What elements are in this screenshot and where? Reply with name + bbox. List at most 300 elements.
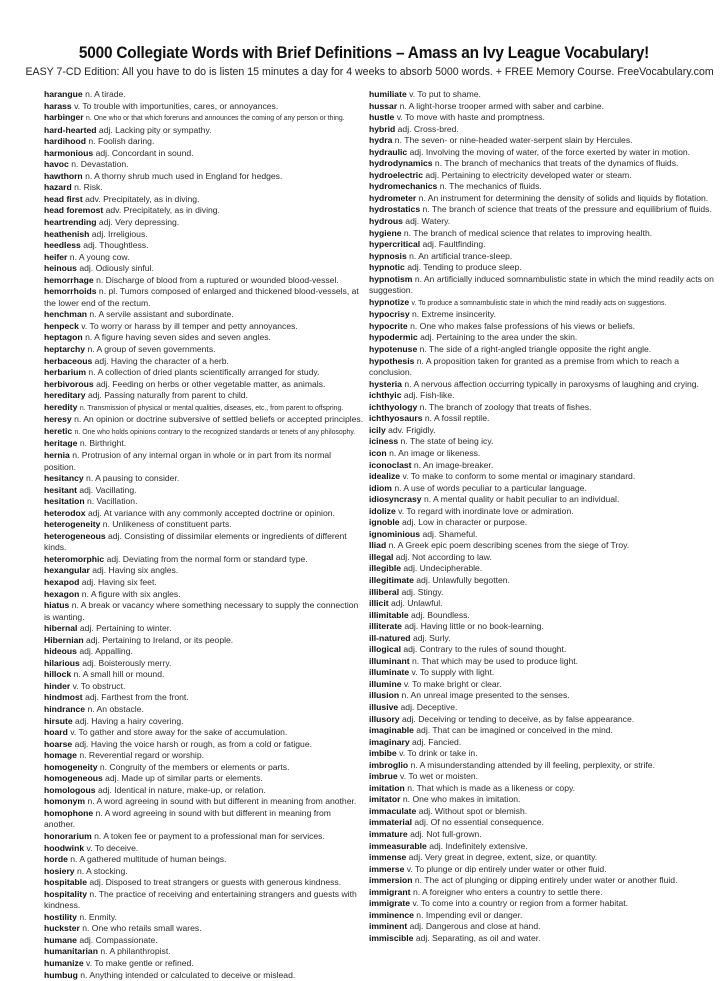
- definition: n. The seven- or nine-headed water-serpent slain by Hercules.: [394, 135, 633, 146]
- word-entry: [369, 402, 714, 414]
- word-entry: [369, 517, 714, 529]
- word-entry: [44, 101, 364, 113]
- word-entry: [369, 297, 714, 310]
- word-entry: [369, 552, 714, 564]
- definition: n. A pausing to consider.: [86, 473, 180, 484]
- word-entry: [44, 658, 364, 670]
- headword: hinder: [44, 680, 71, 691]
- definition: n. A figure with six angles.: [81, 588, 181, 599]
- word-entry: [369, 321, 714, 333]
- definition: adj. Compassionate.: [79, 934, 158, 945]
- word-entry: [44, 344, 364, 356]
- word-entry: [369, 356, 714, 379]
- headword: illusive: [369, 701, 399, 712]
- definition: v. To make gentle or refined.: [86, 958, 194, 969]
- definition: n. One who retails small wares.: [82, 923, 202, 934]
- headword: heretic: [44, 425, 73, 436]
- headword: illusory: [369, 713, 400, 724]
- word-entry: [369, 910, 714, 922]
- headword: hypocrite: [369, 320, 408, 331]
- definition: n. A fossil reptile.: [424, 413, 490, 424]
- word-entry: [369, 667, 714, 679]
- word-entry: [369, 413, 714, 425]
- definition: v. To plunge or dip entirely under water or other fluid.: [406, 863, 607, 874]
- headword: imitator: [369, 794, 401, 805]
- word-entry: [369, 274, 714, 297]
- word-entry: [369, 193, 714, 205]
- definition: n. A light-horse trooper armed with saber and carbine.: [399, 100, 605, 111]
- definition: n. Risk.: [74, 182, 103, 193]
- headword: imbibe: [369, 748, 397, 759]
- headword: hussar: [369, 100, 398, 111]
- word-entry: [369, 228, 714, 240]
- definition: adj. Appalling.: [79, 646, 133, 657]
- word-entry: [44, 89, 364, 101]
- definition: v. To trouble with importunities, cares, or annoyances.: [74, 100, 279, 111]
- headword: immigrant: [369, 886, 411, 897]
- word-entry: [44, 669, 364, 681]
- word-entry: [369, 251, 714, 263]
- headword: honorarium: [44, 831, 92, 841]
- definition: adj. Feeding on herbs or other vegetable matter, as animals.: [96, 378, 326, 389]
- word-entry: [44, 600, 364, 623]
- definition: n. Congruity of the members or elements or parts.: [99, 761, 290, 772]
- headword: head first: [44, 193, 83, 204]
- definition: v. To make bright or clear.: [403, 678, 502, 689]
- word-entry: [369, 690, 714, 702]
- definition: adj. Faultfinding.: [422, 239, 486, 250]
- word-entry: [44, 217, 364, 229]
- headword: hygiene: [369, 227, 402, 238]
- word-entry: [44, 426, 364, 439]
- word-entry: [44, 762, 364, 774]
- headword: imaginable: [369, 725, 414, 736]
- headword: hesitant: [44, 484, 77, 495]
- word-entry: [369, 135, 714, 147]
- definition: n. The branch of mechanics that treats of the dynamics of fluids.: [434, 158, 679, 169]
- definition: adj. Having six feet.: [81, 576, 157, 587]
- definition: adj. Undecipherable.: [403, 563, 483, 574]
- definition: n. A gathered multitude of human beings.: [70, 854, 227, 865]
- word-entry: [369, 460, 714, 472]
- headword: havoc: [44, 159, 69, 170]
- definition: n. The practice of receiving and entertaining strangers and guests with kindness.: [44, 888, 357, 911]
- word-entry: [369, 841, 714, 853]
- definition: adj. Odiously sinful.: [79, 263, 154, 274]
- word-entry: [369, 239, 714, 251]
- word-entry: [44, 716, 364, 728]
- word-entry: [44, 577, 364, 589]
- headword: iconoclast: [369, 459, 412, 470]
- word-entry: [369, 425, 714, 437]
- definition: adj. Deceiving or tending to deceive, as by false appearance.: [401, 713, 635, 724]
- word-entry: [44, 704, 364, 716]
- headword: hypercritical: [369, 239, 421, 250]
- headword: hustle: [369, 112, 395, 123]
- word-entry: [44, 646, 364, 658]
- word-entry: [369, 563, 714, 575]
- headword: immeasurable: [369, 840, 427, 851]
- headword: hydraulic: [369, 146, 408, 157]
- definition: n. Vacillation.: [86, 496, 138, 507]
- headword: hysteria: [369, 378, 402, 389]
- word-entry: [369, 540, 714, 552]
- word-entry: [369, 436, 714, 448]
- word-entry: [369, 332, 714, 344]
- page-title: 5000 Collegiate Words with Brief Definitions – Amass an Ivy League Vocabulary!: [78, 44, 650, 62]
- word-entry: [369, 933, 714, 945]
- word-entry: [44, 773, 364, 785]
- definition: n. An image or likeness.: [389, 447, 481, 458]
- word-entry: [44, 321, 364, 333]
- definition: n. One who holds opinions contrary to the recognized standards or tenets of any philosophy.: [74, 428, 356, 436]
- headword: homogeneous: [44, 773, 103, 784]
- headword: heptarchy: [44, 344, 86, 355]
- headword: harmonious: [44, 147, 94, 158]
- headword: hardihood: [44, 136, 87, 147]
- headword: hospitality: [44, 888, 87, 899]
- definition: adj. Pertaining to electricity developed water or steam.: [425, 169, 632, 180]
- headword: hereditary: [44, 390, 86, 401]
- definition: v. To deceive.: [86, 842, 139, 853]
- headword: illiterate: [369, 621, 402, 632]
- word-entry: [369, 344, 714, 356]
- word-entry: [369, 506, 714, 518]
- definition: n. A mental quality or habit peculiar to an individual.: [423, 494, 620, 505]
- definition: adj. Farthest from the front.: [85, 692, 189, 703]
- headword: harbinger: [44, 112, 84, 123]
- definition: n. Birthright.: [79, 438, 127, 449]
- headword: imitation: [369, 782, 405, 793]
- headword: herbivorous: [44, 378, 94, 389]
- definition: n. The mechanics of fluids.: [439, 181, 542, 192]
- headword: hypnotize: [369, 296, 410, 307]
- definition: n. One who makes false professions of his views or beliefs.: [410, 320, 636, 331]
- word-entry: [44, 946, 364, 958]
- definition: n. Anything intended or calculated to deceive or mislead.: [80, 969, 296, 980]
- word-entry: [44, 450, 364, 473]
- headword: humbug: [44, 969, 78, 980]
- headword: homage: [44, 750, 77, 761]
- definition: adj. Unlawful.: [390, 598, 443, 609]
- word-entry: [369, 794, 714, 806]
- definition: adj. Involving the moving of water, of the force exerted by water in motion.: [409, 146, 691, 157]
- headword: heathenish: [44, 228, 90, 239]
- definition: adj. Dangerous and close at hand.: [409, 921, 541, 932]
- headword: hypothesis: [369, 355, 415, 366]
- word-entry: [369, 725, 714, 737]
- word-entry: [369, 262, 714, 274]
- word-entry: [369, 771, 714, 783]
- word-entry: [369, 656, 714, 668]
- headword: ichthyic: [369, 390, 402, 401]
- word-entry: [44, 159, 364, 171]
- headword: heinous: [44, 263, 77, 274]
- headword: hindmost: [44, 692, 83, 703]
- headword: imbrue: [369, 771, 398, 782]
- word-entry: [44, 148, 364, 160]
- headword: illogical: [369, 644, 401, 655]
- definition: n. A Greek epic poem describing scenes from the siege of Troy.: [388, 540, 630, 551]
- word-entry: [44, 519, 364, 531]
- word-entry: [369, 644, 714, 656]
- definition: n. That which may be used to produce light.: [411, 655, 579, 666]
- headword: hydromechanics: [369, 181, 438, 192]
- headword: hydrostatics: [369, 204, 421, 215]
- definition: n. A nervous affection occurring typically in paroxysms of laughing and crying.: [404, 378, 699, 389]
- definition: v. To put to shame.: [409, 89, 481, 99]
- headword: immersion: [369, 875, 413, 886]
- word-entry: [44, 194, 364, 206]
- definition: n. Unlikeness of constituent parts.: [102, 519, 232, 530]
- definition: v. To worry or harass by ill temper and petty annoyances.: [81, 320, 298, 331]
- headword: illiberal: [369, 586, 400, 597]
- word-entry: [44, 531, 364, 554]
- right-column: [369, 89, 714, 944]
- definition: n. An artificial trance-sleep.: [409, 250, 513, 261]
- definition: adj. Fish-like.: [403, 390, 455, 401]
- headword: immaterial: [369, 817, 412, 828]
- definition: adv. Frigidly.: [388, 424, 436, 435]
- definition: n. One who or that which foreruns and announces the coming of any person or thing.: [86, 115, 345, 123]
- definition: v. To come into a country or region from a former habitat.: [412, 898, 629, 909]
- headword: idolize: [369, 505, 396, 516]
- word-entry: [44, 496, 364, 508]
- definition: adj. That can be imagined or conceived in the mind.: [416, 725, 613, 736]
- headword: ichthyology: [369, 401, 418, 412]
- word-entry: [44, 808, 364, 831]
- definition: n. An unreal image presented to the senses.: [401, 690, 570, 701]
- definition: adj. Vacillating.: [79, 484, 137, 495]
- headword: immiscible: [369, 932, 414, 943]
- headword: humanitarian: [44, 946, 98, 957]
- word-entry: [44, 623, 364, 635]
- definition: adj. Contrary to the rules of sound thought.: [403, 644, 567, 655]
- definition: n. A word agreeing in sound with but different in meaning from another.: [87, 796, 357, 807]
- definition: v. To obstruct.: [72, 680, 126, 691]
- word-entry: [44, 912, 364, 924]
- headword: imbroglio: [369, 759, 409, 770]
- headword: hypotenuse: [369, 344, 418, 355]
- headword: illicit: [369, 598, 389, 609]
- headword: heifer: [44, 251, 68, 262]
- headword: huckster: [44, 923, 80, 934]
- headword: homogeneity: [44, 761, 98, 772]
- headword: hydrometer: [369, 192, 417, 203]
- word-entry: [369, 702, 714, 714]
- word-entry: [369, 390, 714, 402]
- headword: homonym: [44, 796, 86, 807]
- definition: n. Impending evil or danger.: [416, 909, 523, 920]
- definition: adj. Identical in nature, make-up, or relation.: [97, 784, 266, 795]
- word-entry: [44, 240, 364, 252]
- headword: idealize: [369, 471, 401, 482]
- word-entry: [44, 252, 364, 264]
- definition: n. The branch of science that treats of the pressure and equilibrium of fluids.: [422, 204, 712, 215]
- definition: n. A proposition taken for granted as a premise from which to reach a conclusion.: [369, 355, 680, 378]
- headword: hydrodynamics: [369, 158, 433, 169]
- definition: adj. At variance with any commonly accepted doctrine or opinion.: [87, 507, 335, 518]
- headword: hemorrhage: [44, 274, 94, 285]
- word-entry: [44, 309, 364, 321]
- headword: hydra: [369, 135, 393, 146]
- headword: hexagon: [44, 588, 80, 599]
- headword: hesitancy: [44, 473, 84, 484]
- word-entry: [369, 112, 714, 124]
- definition: adj. Made up of similar parts or elements.: [105, 773, 263, 784]
- definition: n. Extreme insincerity.: [412, 309, 496, 320]
- definition: adj. Lacking pity or sympathy.: [98, 124, 212, 135]
- definition: n. A tirade.: [85, 89, 126, 99]
- definition: adj. Unlawfully begotten.: [416, 574, 510, 585]
- word-entry: [44, 970, 364, 981]
- definition: n. A break or vacancy where something necessary to supply the connection is wanting.: [44, 600, 359, 622]
- definition: n. A small hill or mound.: [73, 669, 165, 680]
- word-entry: [44, 565, 364, 577]
- word-entry: [369, 204, 714, 216]
- definition: n. An opinion or doctrine subversive of settled beliefs or accepted principles.: [74, 414, 364, 425]
- definition: adj. Very great in degree, extent, size, or quantity.: [408, 852, 598, 863]
- definition: adj. Without spot or blemish.: [418, 805, 528, 816]
- definition: n. An instrument for determining the density of solids and liquids by flotation.: [418, 192, 709, 203]
- headword: homologous: [44, 784, 96, 795]
- word-entry: [369, 875, 714, 887]
- word-entry: [369, 610, 714, 622]
- headword: heterogeneity: [44, 519, 101, 530]
- word-entry: [44, 958, 364, 970]
- definition: n. A group of seven governments.: [87, 344, 216, 355]
- word-entry: [44, 739, 364, 751]
- headword: Hibernian: [44, 634, 84, 645]
- word-entry: [369, 494, 714, 506]
- definition: n. A token fee or payment to a professional man for services.: [94, 831, 325, 841]
- headword: Iliad: [369, 540, 387, 551]
- word-entry: [369, 170, 714, 182]
- headword: hexapod: [44, 576, 80, 587]
- word-entry: [369, 864, 714, 876]
- definition: adj. Cross-bred.: [397, 123, 459, 134]
- word-entry: [44, 554, 364, 566]
- word-entry: [44, 390, 364, 402]
- word-entry: [369, 921, 714, 933]
- headword: hibernal: [44, 623, 78, 634]
- headword: immigrate: [369, 898, 411, 909]
- definition: adj. Deviating from the normal form or standard type.: [106, 553, 308, 564]
- definition: adj. Shameful.: [422, 528, 478, 539]
- headword: hard-hearted: [44, 124, 97, 135]
- headword: henpeck: [44, 320, 79, 331]
- headword: hideous: [44, 646, 77, 657]
- definition: n. Discharge of blood from a ruptured or wounded blood-vessel.: [96, 274, 339, 285]
- headword: heterodox: [44, 507, 86, 518]
- word-entry: [44, 332, 364, 344]
- word-entry: [369, 448, 714, 460]
- headword: harangue: [44, 89, 83, 99]
- headword: hernia: [44, 449, 70, 460]
- definition: v. To regard with inordinate love or admiration.: [398, 505, 574, 516]
- headword: harass: [44, 100, 72, 111]
- definition: n. Devastation.: [71, 159, 129, 170]
- word-entry: [369, 748, 714, 760]
- word-entry: [369, 529, 714, 541]
- definition: adj. Pertaining to the area under the skin.: [420, 332, 578, 343]
- word-entry: [44, 125, 364, 137]
- definition: n. The branch of zoology that treats of fishes.: [419, 401, 592, 412]
- word-entry: [369, 887, 714, 899]
- definition: adj. Passing naturally from parent to child.: [87, 390, 248, 401]
- definition: adj. Boundless.: [411, 609, 470, 620]
- definition: n. That which is made as a likeness or copy.: [407, 782, 576, 793]
- word-entry: [369, 101, 714, 113]
- word-entry: [44, 473, 364, 485]
- headword: humiliate: [369, 89, 407, 99]
- word-entry: [369, 760, 714, 772]
- headword: imminent: [369, 921, 408, 932]
- word-entry: [44, 263, 364, 275]
- headword: heedless: [44, 240, 81, 251]
- word-entry: [44, 854, 364, 866]
- headword: heterogeneous: [44, 530, 106, 541]
- word-entry: [369, 806, 714, 818]
- word-entry: [44, 589, 364, 601]
- headword: immature: [369, 829, 408, 839]
- definition: v. To produce a somnambulistic state in which the mind readily acts on suggestions.: [411, 299, 667, 307]
- definition: n. A figure having seven sides and seven angles.: [85, 332, 271, 343]
- word-entry: [44, 923, 364, 935]
- document-header: [0, 43, 728, 79]
- word-entry: [369, 598, 714, 610]
- definition: adv. Precipitately, as in diving.: [105, 205, 220, 216]
- definition: adj. Not full-grown.: [410, 829, 482, 839]
- definition: adj. Consisting of dissimilar elements or ingredients of different kinds.: [44, 530, 347, 553]
- word-entry: [369, 621, 714, 633]
- word-entry: [44, 727, 364, 739]
- definition: n. A word agreeing in sound with but different in meaning from another.: [44, 807, 331, 830]
- definition: n. The act of plunging or dipping entirely under water or another fluid.: [414, 875, 678, 886]
- headword: ignoble: [369, 517, 400, 528]
- definition: adj. Thoughtless.: [83, 240, 149, 251]
- headword: hindrance: [44, 703, 86, 714]
- headword: immaculate: [369, 805, 417, 816]
- word-entry: [44, 229, 364, 241]
- word-entry: [44, 935, 364, 947]
- headword: hazard: [44, 182, 72, 193]
- definition: adj. Having little or no book-learning.: [404, 621, 544, 632]
- headword: illegal: [369, 551, 394, 562]
- definition: adj. Surly.: [412, 632, 451, 643]
- word-entry: [369, 471, 714, 483]
- definition: n. A young cow.: [69, 251, 130, 262]
- word-entry: [44, 367, 364, 379]
- definition: v. To supply with light.: [411, 667, 495, 678]
- definition: n. Protrusion of any internal organ in whole or in part from its normal position.: [44, 449, 332, 472]
- headword: illegitimate: [369, 574, 414, 585]
- headword: illumine: [369, 678, 402, 689]
- headword: hiatus: [44, 600, 70, 611]
- word-entry: [369, 679, 714, 691]
- page-subtitle: EASY 7-CD Edition: All you have to do is listen 15 minutes a day for 4 weeks to absorb 5000 words. + FREE Memory Course. FreeVocabulary.com: [25, 66, 714, 78]
- definition: adj. Concordant in sound.: [95, 147, 194, 158]
- definition: n. A stocking.: [76, 865, 128, 876]
- word-entry: [44, 750, 364, 762]
- headword: hillock: [44, 669, 72, 680]
- headword: hypnosis: [369, 250, 407, 261]
- definition: adj. Not according to law.: [395, 551, 492, 562]
- headword: idiom: [369, 482, 392, 493]
- definition: n. pl. Tumors composed of enlarged and thickened blood-vessels, at the lower end of the rectum.: [44, 286, 359, 308]
- definition: n. A foreigner who enters a country to settle there.: [412, 886, 603, 897]
- headword: hypnotism: [369, 273, 413, 284]
